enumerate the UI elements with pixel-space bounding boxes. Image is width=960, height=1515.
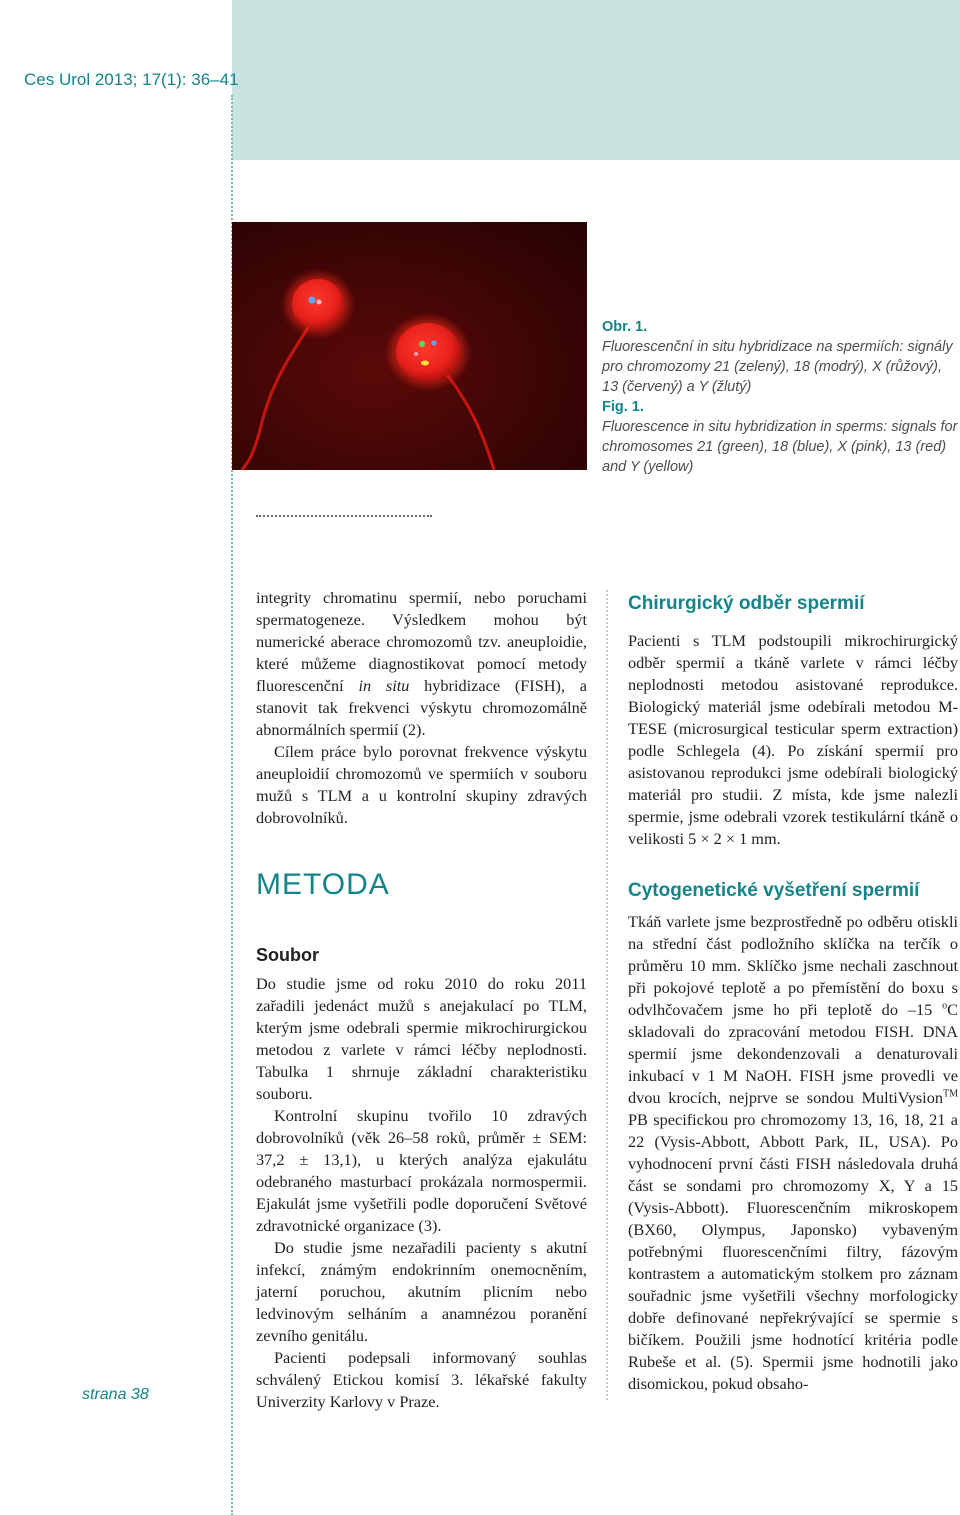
paragraph-cytogenetic: [628, 911, 958, 1395]
paragraph-consent: Pacienti podepsali informovaný souhlas schválený Etickou komisí 3. lékařské fakulty Univerzity Karlovy v Praze.: [256, 1348, 587, 1411]
micrograph-svg: [232, 222, 587, 470]
signal-pink-2: [414, 352, 418, 356]
caption-label-cz: Obr. 1.: [602, 319, 648, 335]
signal-blue: [309, 297, 316, 304]
fish-micrograph: [232, 222, 587, 470]
signal-green: [419, 341, 425, 347]
caption-text-cz: Fluorescenční in situ hybridizace na spermiích: signály pro chromozomy 21 (zelený), 18 (modrý), X (růžový), 13 (červený) a Y (žlutý): [602, 339, 953, 395]
right-column-surgical: [628, 630, 958, 850]
subheading-cytogenetic: Cytogenetické vyšetření spermií: [628, 880, 920, 901]
superscript: TM: [943, 1088, 958, 1100]
paragraph-surgical: Pacienti s TLM podstoupili mikrochirurgický odběr spermií a tkáně varlete v rámci léčby neplodnosti metodou asistované reprodukce. Biologický materiál jsme odebírali metodou M-TESE (microsurgical testicular sperm extraction) podle Schlegela (4). Po získání spermií pro asistovanou reprodukci jsme odebírali biologický materiál pro studii. Z místa, kde jsme nalezli spermie, jsme odebrali vzorek testikulární tkáně o velikosti 5 × 2 × 1 mm.: [628, 631, 958, 848]
page-number: strana 38: [82, 1386, 149, 1403]
paragraph-text: PB specifickou pro chromozomy 13, 16, 18, 21 a 22 (Vysis-Abbott, Abbott Park, IL, USA). Po vyhodnocení první části FISH následovala druhá část se sondami pro chromozomy X, Y a 15 (Vysis-Abbott). Fluorescenčním mikroskopem (BX60, Olympus, Japonsko) vybaveným potřebnými fluorescenčními filtry, fázovým kontrastem a automatickým stolkem pro záznam souřadnic jsme vyšetřili všechny morfologicky dobře definované nepřekrývající se spermie s bičíkem. Použili jsme hodnotící kritéria podle Rubeše et al. (5). Spermii jsme hodnotili jako disomickou, pokud obsaho-: [628, 1110, 958, 1393]
column-separator: [606, 590, 608, 1400]
paragraph-continued: [256, 587, 587, 741]
figure-caption: [602, 317, 960, 477]
subheading-soubor: Soubor: [256, 945, 319, 965]
left-column-intro: [256, 587, 587, 829]
section-title-metoda: METODA: [256, 868, 390, 901]
subheading-surgical: Chirurgický odběr spermií: [628, 593, 865, 614]
caption-label-en: Fig. 1.: [602, 399, 644, 415]
sperm-head-2: [396, 323, 460, 381]
dotted-divider: [256, 515, 432, 517]
superscript: o: [942, 1000, 948, 1012]
paragraph-text: integrity chromatinu spermií, nebo poruchami spermatogeneze. Výsledkem mohou být numerické aberace chromozomů tzv. aneuploidie, které můžeme diagnostikovat pomocí metody fluorescenční: [256, 588, 587, 695]
paragraph-control: Kontrolní skupinu tvořilo 10 zdravých dobrovolníků (věk 26–58 roků, průměr ± SEM: 37,2 ± 13,1), u kterých analýza ejakulátu odebraného masturbací prokázala normospermii. Ejakulát jsme vyšetřili podle doporučení Světové zdravotnické organizace (3).: [256, 1106, 587, 1235]
paragraph-text: C skladovali do zpracování metodou FISH. DNA spermií jsme dekondenzovali a denaturovali inkubací v 1 M NaOH. FISH jsme provedli ve dvou krocích, nejprve se sondou MultiVysion: [628, 1000, 958, 1107]
paragraph-aim: Cílem práce bylo porovnat frekvence výskytu aneuploidií chromozomů ve spermiích v souboru mužů s TLM a u kontrolní skupiny zdravých dobrovolníků.: [256, 742, 587, 827]
caption-text-en: Fluorescence in situ hybridization in sperms: signals for chromosomes 21 (green), 18 (blue), X (pink), 13 (red) and Y (yellow): [602, 419, 958, 475]
left-column-methods: [256, 973, 587, 1413]
signal-yellow: [421, 361, 429, 366]
paragraph-text: Tkáň varlete jsme bezprostředně po odběru otiskli na střední část podložního sklíčka na terčík o průměru 10 mm. Sklíčko jsme nechali zaschnout při pokojové teplotě a po přemístění do boxu s odvlhčovačem jsme ho při teplotě do –15: [628, 912, 958, 1019]
signal-blue-2: [432, 341, 437, 346]
right-column-cytogenetic: [628, 911, 958, 1395]
paragraph-cohort: Do studie jsme od roku 2010 do roku 2011 zařadili jedenáct mužů s anejakulací po TLM, kterým jsme odebrali spermie mikrochirurgickou metodou z varlete v rámci léčby neplodnosti. Tabulka 1 shrnuje základní charakteristiku souboru.: [256, 974, 587, 1103]
journal-reference: Ces Urol 2013; 17(1): 36–41: [24, 70, 239, 89]
signal-pink: [317, 300, 322, 305]
italic-term: in situ: [358, 676, 410, 695]
sperm-tail-1: [242, 322, 312, 470]
paragraph-text: hybridizace (FISH), a stanovit tak frekvenci výskytu chromozomálně abnormálních spermií (2).: [256, 676, 588, 739]
paragraph-exclusion: Do studie jsme nezařadili pacienty s akutní infekcí, známým endokrinním onemocněním, jaterní poruchou, akutním plicním nebo ledvinovým selháním a anamnézou poranění zevního genitálu.: [256, 1238, 587, 1345]
